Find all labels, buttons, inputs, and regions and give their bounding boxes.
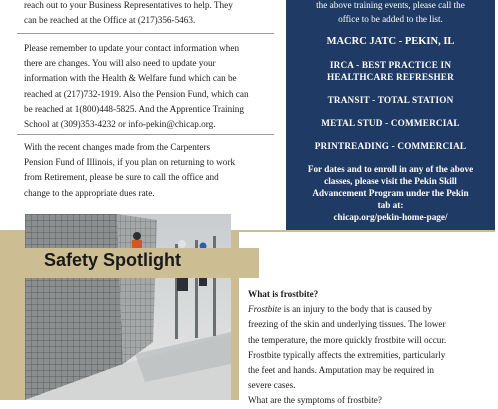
- text-line: the feet and hands. Amputation may be required in: [248, 365, 434, 376]
- text-line: is an injury to the body that is caused by: [281, 304, 432, 315]
- course-irca: IRCA - BEST PRACTICE IN: [329, 60, 452, 70]
- frostbite-question: What is frostbite?: [248, 289, 319, 299]
- text-line: freezing of the skin and underlying tissues. The lower: [248, 319, 446, 330]
- training-panel: [286, 0, 495, 232]
- training-intro: office to be added to the list.: [338, 14, 443, 24]
- text-line: School at (309)353-4232 or info-pekin@chicap.org.: [24, 119, 216, 130]
- rebar-workers-image: [25, 214, 231, 400]
- text-line: Please remember to update your contact information when: [24, 43, 240, 53]
- text-line: the temperature, the more quickly frostbite will occur.: [248, 334, 447, 345]
- text-line: severe cases.: [248, 380, 296, 391]
- text-line: be reached at 1(800)448-5825. And the Apprentice Training: [24, 103, 244, 114]
- text-line: Frostbite typically affects the extremities, particularly: [248, 349, 446, 360]
- symptoms-question: What are the symptoms of frostbite?: [248, 395, 382, 406]
- safety-title: Safety Spotlight: [44, 250, 182, 270]
- training-heading: MACRC JATC - PEKIN, IL: [326, 36, 455, 47]
- enroll-info: classes, please visit the Pekin Skill: [324, 176, 457, 186]
- frostbite-definition: [248, 302, 498, 317]
- text-line: reach out to your Business Representatives to help. They: [24, 0, 233, 10]
- enroll-link[interactable]: chicap.org/pekin-home-page/: [333, 212, 448, 222]
- text-line: from Retirement, please be sure to call the office and: [24, 172, 219, 183]
- text-line: reached at (217)732-1919. Also the Pension Fund, which can: [24, 88, 249, 99]
- text-line: change to the appropriate dues rate.: [24, 187, 155, 198]
- training-intro: the above training events, please call the: [316, 0, 465, 10]
- update-contact-paragraph: [24, 41, 286, 132]
- enroll-info: Advancement Program under the Pekin: [312, 188, 469, 198]
- text-line: can be reached at the Office at (217)356-5463.: [24, 15, 196, 26]
- enroll-info: tab at:: [377, 200, 404, 210]
- course-printreading: PRINTREADING - COMMERCIAL: [314, 141, 467, 151]
- course-transit: TRANSIT - TOTAL STATION: [327, 95, 454, 105]
- course-irca: HEALTHCARE REFRESHER: [327, 72, 454, 82]
- frostbite-term: Frostbite: [248, 304, 282, 315]
- business-rep-paragraph: [24, 0, 286, 28]
- safety-title-box: [0, 248, 259, 278]
- course-metal-stud: METAL STUD - COMMERCIAL: [321, 118, 460, 128]
- divider: [17, 33, 274, 34]
- divider: [17, 134, 274, 135]
- text-line: Pension Fund of Illinois, if you plan on returning to work: [24, 157, 236, 168]
- text-line: there are changes. You will also need to update your: [24, 58, 216, 69]
- frostbite-section: [248, 287, 498, 409]
- contact-info-column: [0, 0, 282, 210]
- text-line: With the recent changes made from the Carpenters: [24, 142, 211, 152]
- text-line: information with the Health & Welfare fund which can be: [24, 73, 237, 84]
- construction-photo: [25, 214, 231, 400]
- pension-paragraph: [24, 140, 286, 201]
- enroll-info: For dates and to enroll in any of the above: [307, 164, 474, 174]
